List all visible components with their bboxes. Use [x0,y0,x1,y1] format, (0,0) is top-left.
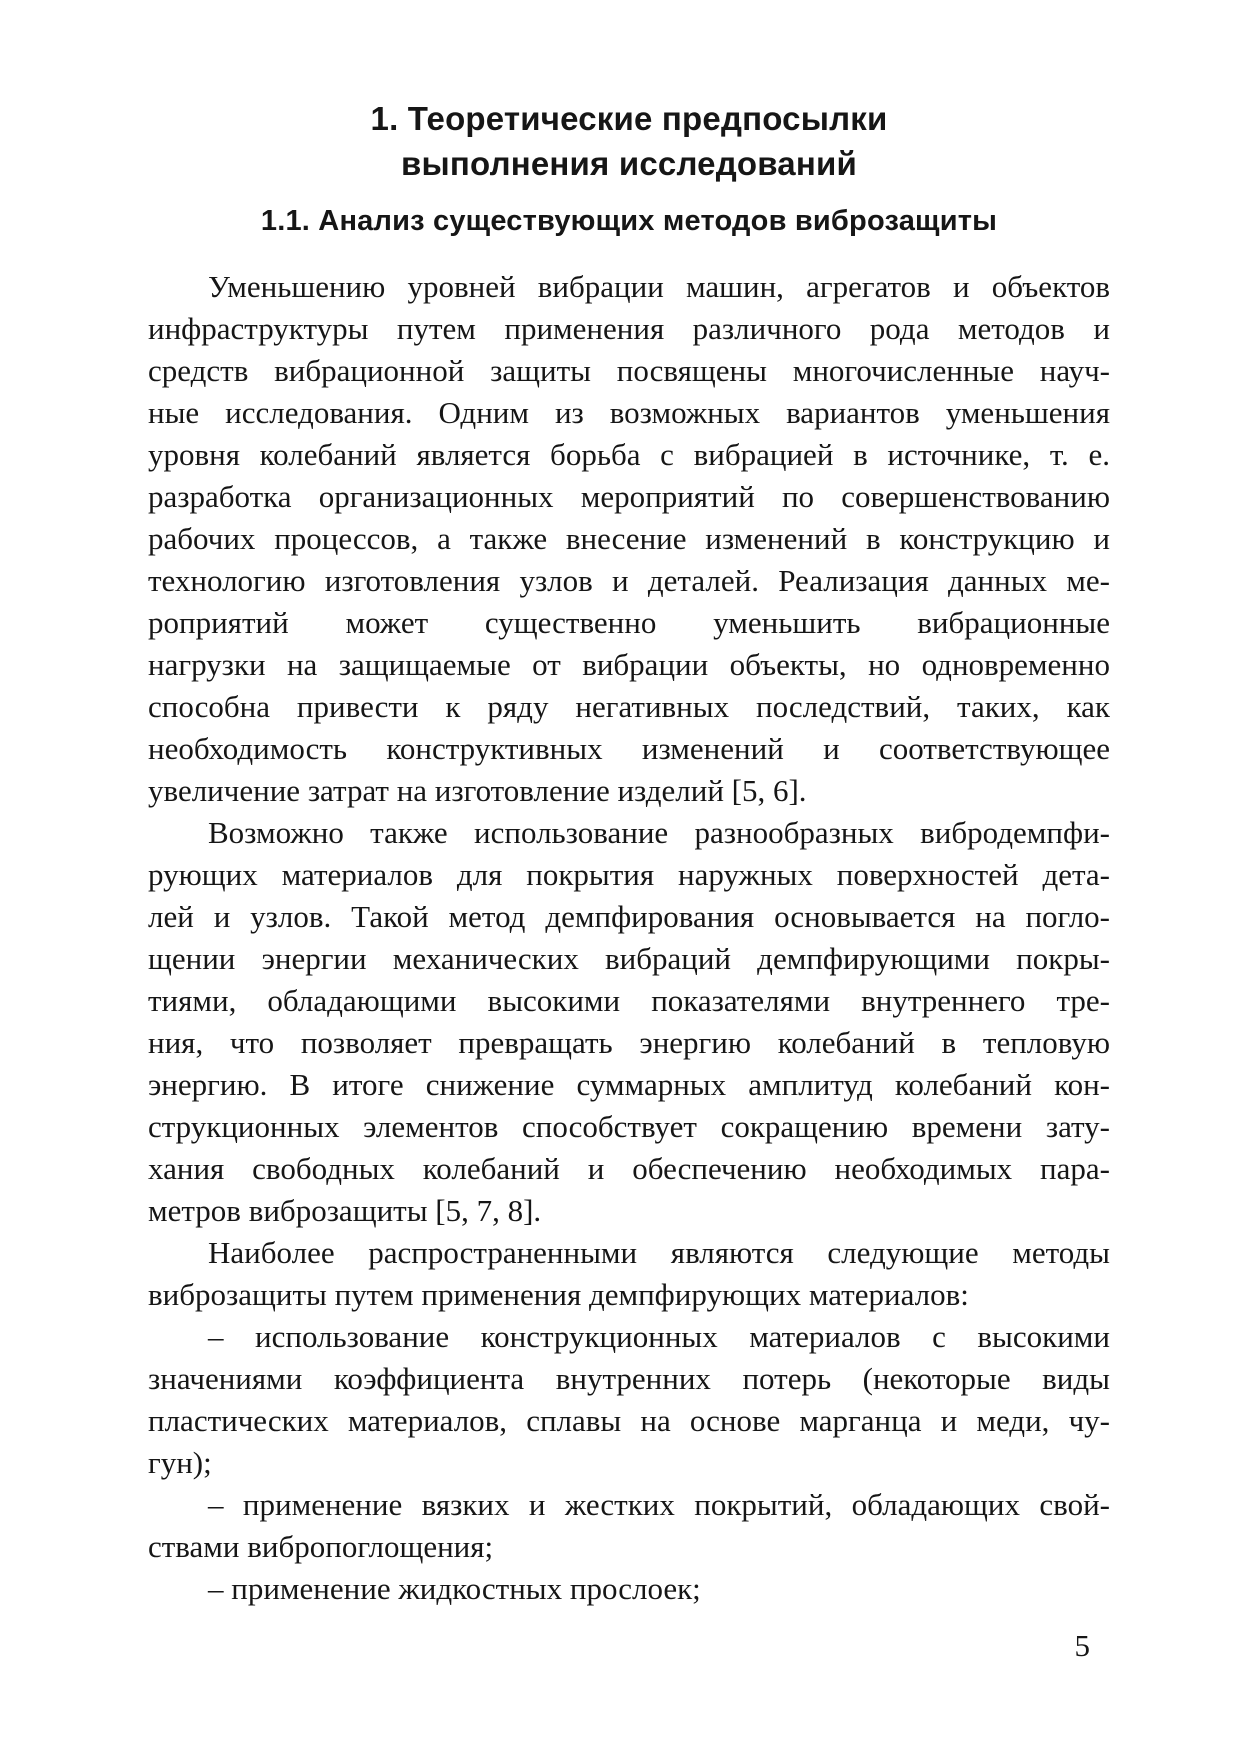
text-line: рабочих процессов, а также внесение изменений в конструкцию и [148,521,1110,556]
text-line: струкционных элементов способствует сокращению времени зату- [148,1109,1110,1144]
text-line: необходимость конструктивных изменений и соответствующее [148,731,1110,766]
text-line: способна привести к ряду негативных последствий, таких, как [148,689,1110,724]
text-line: ствами вибропоглощения; [148,1529,494,1564]
text-line: щении энергии механических вибраций демпфирующими покры- [148,941,1110,976]
paragraph [148,1568,1110,1610]
text-line: виброзащиты путем применения демпфирующих материалов: [148,1277,969,1312]
body-text [148,266,1110,1610]
text-line: гун); [148,1445,212,1480]
text-line: лей и узлов. Такой метод демпфирования основывается на погло- [148,899,1110,934]
text-line: тиями, обладающими высокими показателями внутреннего тре- [148,983,1110,1018]
chapter-heading-line1: 1. Теоретические предпосылки [370,100,888,137]
paragraph [148,1484,1110,1568]
section-subheading: 1.1. Анализ существующих методов виброзащиты [260,205,998,237]
chapter-heading-line2: выполнения исследований [401,145,857,182]
text-line: инфраструктуры путем применения различного рода методов и [148,311,1110,346]
paragraph [148,266,1110,812]
text-line: Наиболее распространенными являются следующие методы [208,1235,1110,1270]
text-line: ния, что позволяет превращать энергию колебаний в тепловую [148,1025,1110,1060]
paragraph [148,1316,1110,1484]
text-line: Возможно также использование разнообразных вибродемпфи- [208,815,1110,850]
text-line: энергию. В итоге снижение суммарных амплитуд колебаний кон- [148,1067,1110,1102]
text-line: – использование конструкционных материалов с высокими [208,1319,1110,1354]
text-line: нагрузки на защищаемые от вибрации объекты, но одновременно [148,647,1110,682]
paragraph [148,812,1110,1232]
text-line: пластических материалов, сплавы на основе марганца и меди, чу- [148,1403,1110,1438]
text-line: технологию изготовления узлов и деталей. Реализация данных ме- [148,563,1110,598]
text-line: значениями коэффициента внутренних потерь (некоторые виды [148,1361,1110,1396]
text-line: роприятий может существенно уменьшить вибрационные [148,605,1110,640]
text-line: разработка организационных мероприятий по совершенствованию [148,479,1110,514]
text-line: метров виброзащиты [5, 7, 8]. [148,1193,542,1228]
text-line: увеличение затрат на изготовление изделий [5, 6]. [148,773,807,808]
chapter-heading [148,96,1110,186]
text-line: Уменьшению уровней вибрации машин, агрегатов и объектов [208,269,1110,304]
page-number: 5 [1074,1628,1090,1663]
text-line: уровня колебаний является борьба с вибрацией в источнике, т. е. [148,437,1110,472]
text-line: средств вибрационной защиты посвящены многочисленные науч- [148,353,1110,388]
text-column [148,96,1110,1610]
text-line: хания свободных колебаний и обеспечению необходимых пара- [148,1151,1110,1186]
text-line: рующих материалов для покрытия наружных поверхностей дета- [148,857,1110,892]
text-line: ные исследования. Одним из возможных вариантов уменьшения [148,395,1110,430]
text-line: – применение жидкостных прослоек; [208,1571,701,1606]
paragraph [148,1232,1110,1316]
text-line: – применение вязких и жестких покрытий, обладающих свой- [208,1487,1110,1522]
